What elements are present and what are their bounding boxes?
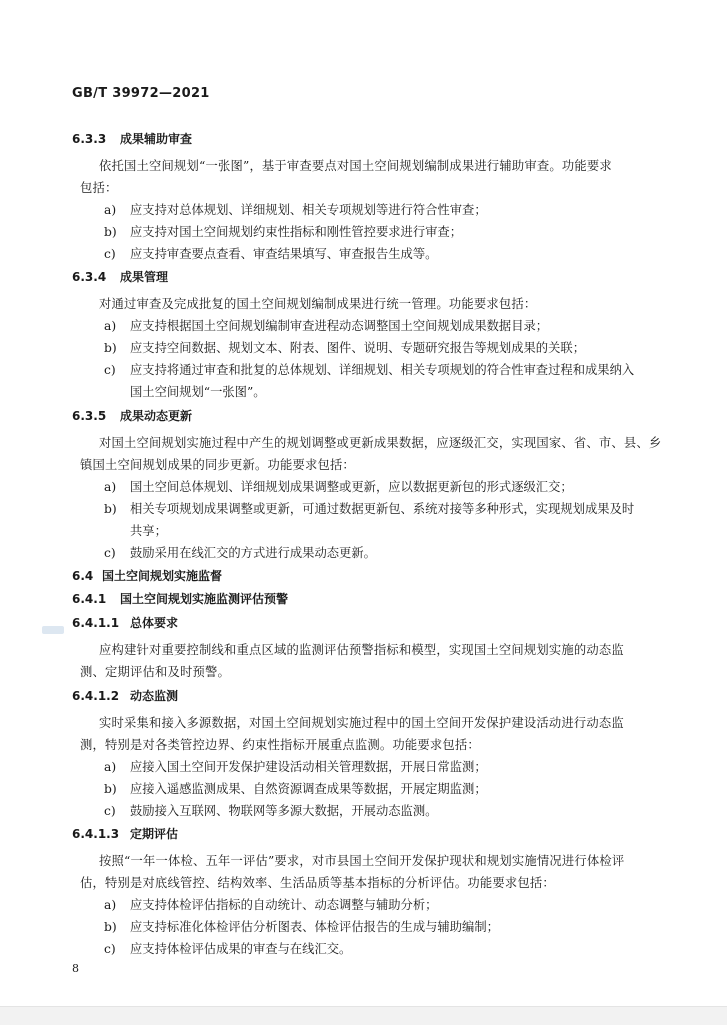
paragraph-cont: 镇国土空间规划成果的同步更新。功能要求包括：: [80, 458, 355, 472]
list-text: 应支持体检评估成果的审查与在线汇交。: [130, 942, 352, 956]
list-item: [104, 939, 351, 957]
list-marker: a): [104, 319, 117, 333]
section-title: 总体要求: [130, 616, 179, 630]
list-item: [104, 757, 487, 775]
paragraph-cont: 测，特别是对各类管控边界、约束性指标开展重点监测。功能要求包括：: [80, 738, 480, 752]
list-text: 国土空间总体规划、详细规划成果调整或更新，应以数据更新包的形式逐级汇交；: [130, 480, 573, 494]
paragraph: 对通过审查及完成批复的国土空间规划编制成果进行统一管理。功能要求包括：: [99, 297, 537, 311]
list-marker: b): [104, 225, 117, 239]
paragraph-cont: 包括：: [80, 181, 118, 195]
list-marker: c): [104, 942, 116, 956]
list-item-cont: 国土空间规划“一张图”。: [130, 385, 266, 399]
section-heading-6-4-1: [72, 590, 288, 607]
list-marker: c): [104, 363, 116, 377]
section-heading-6-3-5: [72, 407, 192, 424]
section-number: 6.4.1: [72, 592, 107, 606]
paragraph-cont: 估，特别是对底线管控、结构效率、生活品质等基本指标的分析评估。功能要求包括：: [80, 876, 555, 890]
section-heading-6-4: [72, 567, 222, 584]
list-text: 应支持根据国土空间规划编制审查进程动态调整国土空间规划成果数据目录；: [130, 319, 549, 333]
list-text: 应支持标准化体检评估分析图表、体检评估报告的生成与辅助编制；: [130, 920, 499, 934]
list-text: 应支持对国土空间规划约束性指标和刚性管控要求进行审查；: [130, 225, 463, 239]
list-item: [104, 360, 634, 378]
list-marker: c): [104, 247, 116, 261]
list-text: 应接入国土空间开发保护建设活动相关管理数据，开展日常监测；: [130, 760, 487, 774]
list-marker: c): [104, 546, 116, 560]
paragraph-cont: 测、定期评估和及时预警。: [80, 665, 230, 679]
list-item: [104, 244, 437, 262]
section-title: 定期评估: [130, 827, 179, 841]
list-item: [104, 543, 376, 561]
paragraph: 按照“一年一体检、五年一评估”要求，对市县国土空间开发保护现状和规划实施情况进行体检评: [99, 854, 625, 868]
list-item: [104, 779, 487, 797]
list-item-cont: 共享；: [130, 524, 167, 538]
section-title: 成果动态更新: [120, 409, 193, 423]
list-marker: a): [104, 760, 117, 774]
section-heading-6-4-1-2: [72, 687, 178, 704]
paragraph: 依托国土空间规划“一张图”，基于审查要点对国土空间规划编制成果进行辅助审查。功能要求: [99, 159, 612, 173]
list-item: [104, 222, 462, 240]
section-number: 6.4.1.1: [72, 616, 120, 630]
section-heading-6-4-1-1: [72, 614, 178, 631]
list-marker: a): [104, 898, 117, 912]
list-item: [104, 499, 634, 517]
section-number: 6.4: [72, 569, 94, 583]
list-item: [104, 801, 437, 819]
section-heading-6-4-1-3: [72, 825, 178, 842]
list-text: 鼓励采用在线汇交的方式进行成果动态更新。: [130, 546, 376, 560]
list-item: [104, 477, 573, 495]
list-item: [104, 895, 437, 913]
margin-mark: [42, 626, 64, 634]
list-item: [104, 316, 548, 334]
list-marker: a): [104, 480, 117, 494]
paragraph: 对国土空间规划实施过程中产生的规划调整或更新成果数据，应逐级汇交，实现国家、省、市、县、乡: [99, 436, 662, 450]
paragraph: 应构建针对重要控制线和重点区域的监测评估预警指标和模型，实现国土空间规划实施的动态监: [99, 643, 624, 657]
section-number: 6.3.5: [72, 409, 107, 423]
list-marker: b): [104, 341, 117, 355]
section-title: 成果管理: [120, 270, 169, 284]
section-heading-6-3-3: [72, 130, 192, 147]
list-marker: b): [104, 782, 117, 796]
list-text: 应支持将通过审查和批复的总体规划、详细规划、相关专项规划的符合性审查过程和成果纳入: [130, 363, 635, 377]
list-marker: a): [104, 203, 117, 217]
section-title: 成果辅助审查: [120, 132, 193, 146]
page-number: 8: [72, 962, 79, 975]
list-item: [104, 338, 585, 356]
section-heading-6-3-4: [72, 268, 168, 285]
section-number: 6.4.1.3: [72, 827, 120, 841]
list-item: [104, 917, 499, 935]
list-text: 应接入遥感监测成果、自然资源调查成果等数据，开展定期监测；: [130, 782, 487, 796]
list-marker: c): [104, 804, 116, 818]
section-number: 6.3.3: [72, 132, 107, 146]
list-text: 鼓励接入互联网、物联网等多源大数据，开展动态监测。: [130, 804, 438, 818]
list-text: 应支持对总体规划、详细规划、相关专项规划等进行符合性审查；: [130, 203, 487, 217]
section-title: 动态监测: [130, 689, 179, 703]
paragraph: 实时采集和接入多源数据，对国土空间规划实施过程中的国土空间开发保护建设活动进行动态监: [99, 716, 624, 730]
section-title: 国土空间规划实施监督: [102, 569, 223, 583]
standard-number: GB/T 39972—2021: [72, 86, 210, 101]
section-number: 6.3.4: [72, 270, 107, 284]
list-text: 应支持体检评估指标的自动统计、动态调整与辅助分析；: [130, 898, 438, 912]
bottom-toolbar-strip: [0, 1006, 727, 1025]
list-item: [104, 200, 487, 218]
list-text: 相关专项规划成果调整或更新，可通过数据更新包、系统对接等多种形式，实现规划成果及时: [130, 502, 635, 516]
section-number: 6.4.1.2: [72, 689, 120, 703]
list-text: 应支持审查要点查看、审查结果填写、审查报告生成等。: [130, 247, 438, 261]
list-text: 应支持空间数据、规划文本、附表、图件、说明、专题研究报告等规划成果的关联；: [130, 341, 585, 355]
list-marker: b): [104, 920, 117, 934]
section-title: 国土空间规划实施监测评估预警: [120, 592, 289, 606]
list-marker: b): [104, 502, 117, 516]
